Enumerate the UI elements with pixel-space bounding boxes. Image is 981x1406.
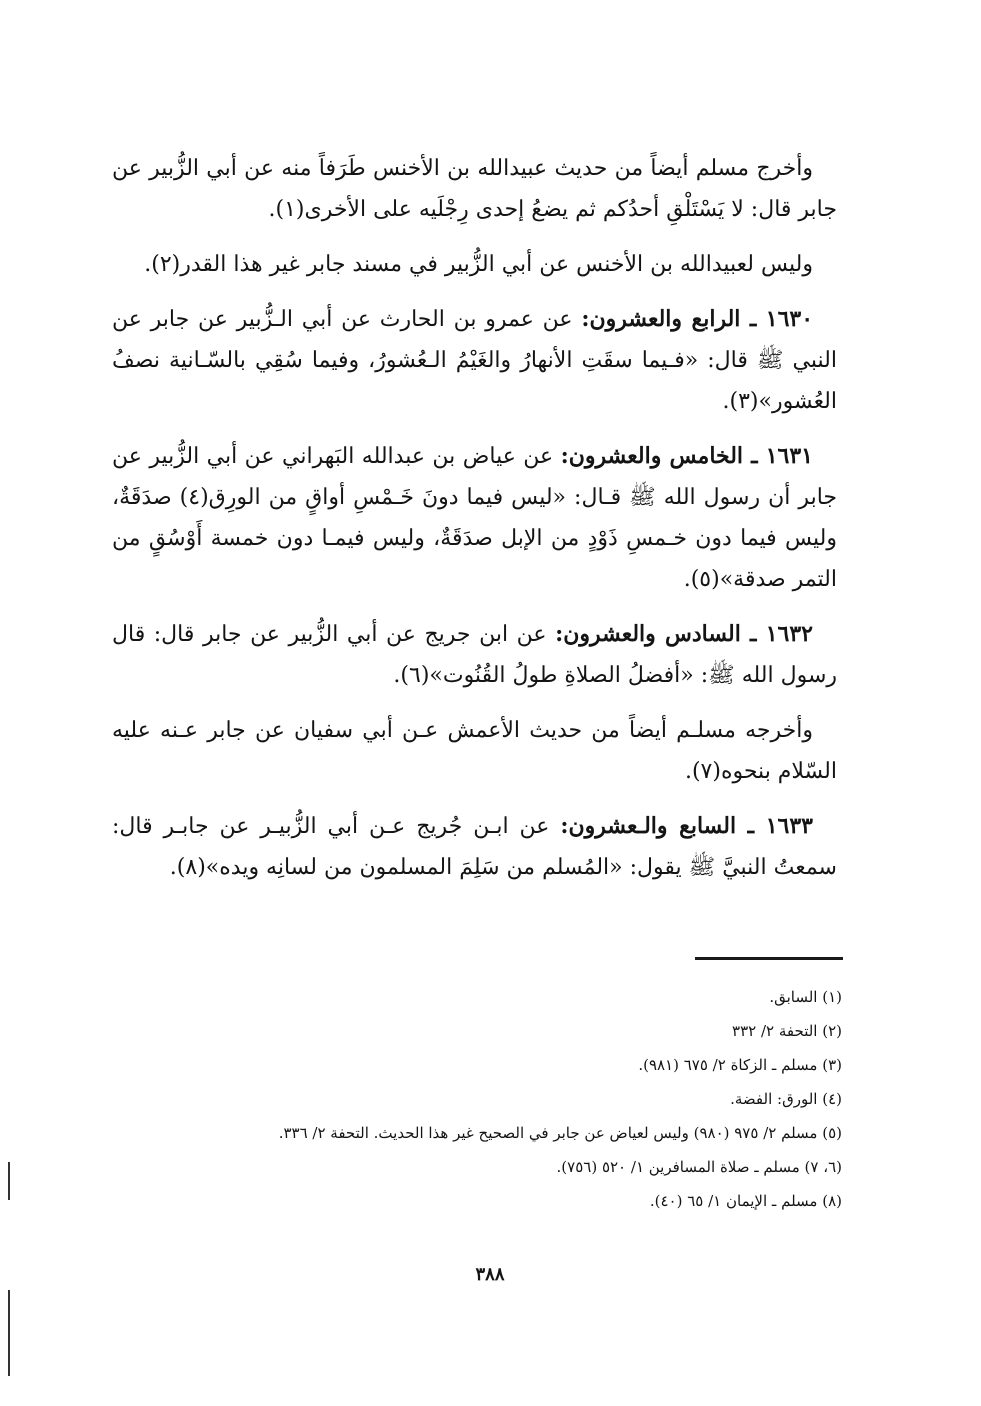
paragraph-text: عن ابن جريج عن أبي الزُّبير عن جابر قال: قال رسول الله ﷺ: «أفضلُ الصلاةِ طولُ القُنُوت»(٦). [112,622,837,688]
hadith-1631 [112,436,837,600]
footnotes [150,980,842,1218]
hadith-number-heading: ١٦٣١ ـ الخامس والعشرون: [560,443,813,469]
scan-edge-mark [8,1290,10,1376]
footnote-separator [695,957,843,960]
hadith-1630 [112,299,837,422]
footnote-3: (٣) مسلم ـ الزكاة ٢/ ٦٧٥ (٩٨١). [638,1056,842,1074]
scan-edge-mark [8,1162,10,1200]
hadith-number-heading: ١٦٣٣ ـ السابع والـعشرون: [560,813,813,839]
paragraph-text: وليس لعبيدالله بن الأخنس عن أبي الزُّبير في مسند جابر غير هذا القدر(٢). [144,252,813,277]
hadith-number-heading: ١٦٣٠ ـ الرابع والعشرون: [581,306,814,332]
paragraph-text: وأخرج مسلم أيضاً من حديث عبيدالله بن الأخنس طَرَفاً منه عن أبي الزُّبير عن جابر قال: لا يَسْتَلْقِ أحدُكم ثم يضعُ إحدى رِجْلَيه على الأخرى(١). [112,156,837,222]
main-text [112,148,837,888]
footnote-5: (٥) مسلم ٢/ ٩٧٥ (٩٨٠) وليس لعياض عن جابر في الصحيح غير هذا الحديث. التحفة ٢/ ٣٣٦. [278,1124,842,1142]
paragraph-text: عن ابـن جُريج عـن أبي الزُّبيـر عن جابـر قال: سمعتُ النبيَّ ﷺ يقول: «المُسلم من سَلِمَ المسلمون من لسانِه ويده»(٨). [112,814,837,880]
hadith-1632 [112,614,837,696]
paragraph-text: عن عياض بن عبدالله البَهراني عن أبي الزُّبير عن جابر أن رسول الله ﷺ قـال: «ليس فيما دونَ خَـمْسِ أواقٍ من الورِق(٤) صدَقَةٌ، وليس فيما دون خـمسِ ذَوْدٍ من الإبل صدَقَةٌ، وليس فيمـا دون خمسة أَوْسُقٍ من التمر صدقة»(٥). [112,444,837,592]
footnote-1: (١) السابق. [769,988,842,1006]
footnote-4: (٤) الورق: الفضة. [730,1090,842,1108]
paragraph-text: وأخرجه مسلـم أيضاً من حديث الأعمش عـن أبي سفيان عن جابر عـنه عليه السّلام بنحوه(٧). [112,718,837,784]
hadith-1633 [112,806,837,888]
footnote-8: (٨) مسلم ـ الإيمان ١/ ٦٥ (٤٠). [649,1192,842,1210]
paragraph-1 [112,148,837,230]
footnote-6-7: (٦، ٧) مسلم ـ صلاة المسافرين ١/ ٥٢٠ (٧٥٦). [556,1158,842,1176]
paragraph-6 [112,710,837,792]
paragraph-text: عن عمرو بن الحارث عن أبي الـزُّبير عن جابر عن النبي ﷺ قال: «فـيما سقَتِ الأنهارُ والغَيْمُ الـعُشورُ، وفيما سُقِي بالسّـانية نصفُ العُشور»(٣). [112,307,837,414]
page-number: ٣٨٨ [475,1264,505,1285]
paragraph-2 [112,244,837,285]
footnote-2: (٢) التحفة ٢/ ٣٣٢ [732,1022,842,1040]
hadith-number-heading: ١٦٣٢ ـ السادس والعشرون: [555,621,813,647]
